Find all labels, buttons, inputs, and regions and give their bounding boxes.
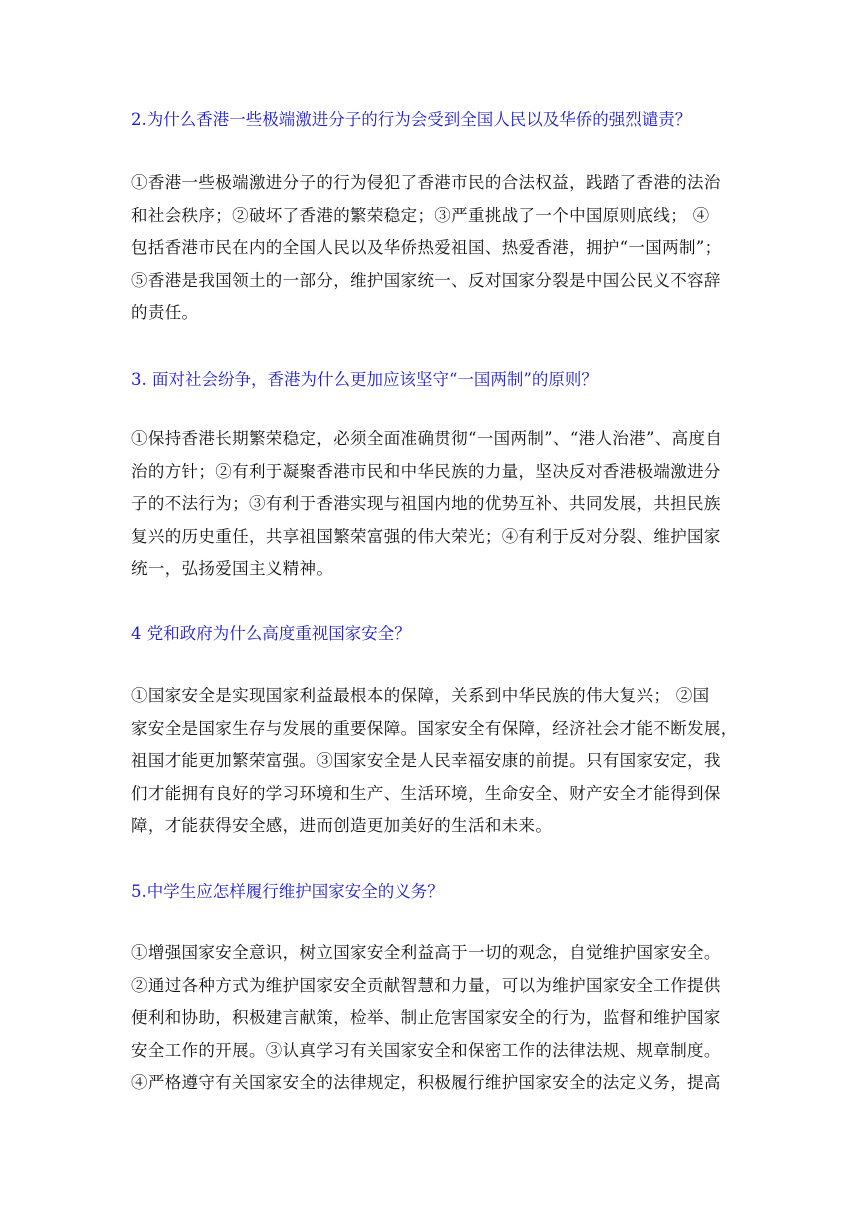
- answer-2-line: ①香港一些极端激进分子的行为侵犯了香港市民的合法权益，践踏了香港的法治: [131, 173, 721, 192]
- answer-4: [131, 680, 738, 843]
- answer-4-line: ①国家安全是实现国家利益最根本的保障，关系到中华民族的伟大复兴； ②国: [131, 686, 710, 705]
- answer-2-line: 的责任。: [131, 303, 199, 322]
- answer-5-line: 便利和协助，积极建言献策，检举、制止危害国家安全的行为，监督和维护国家: [131, 1008, 721, 1027]
- answer-3: [131, 423, 731, 586]
- answer-2: [131, 167, 731, 330]
- answer-2-line: 和社会秩序；②破坏了香港的繁荣稳定；③严重挑战了一个中国原则底线； ④: [131, 205, 710, 225]
- answer-5-line: 安全工作的开展。③认真学习有关国家安全和保密工作的法律法规、规章制度。: [131, 1040, 721, 1060]
- answer-3-line: ①保持香港长期繁荣稳定，必须全面准确贯彻“一国两制”、“港人治港”、高度自: [131, 429, 723, 448]
- question-4: 4 党和政府为什么高度重视国家安全？: [131, 624, 411, 643]
- question-2: 2.为什么香港一些极端激进分子的行为会受到全国人民以及华侨的强烈谴责？: [131, 110, 692, 129]
- answer-5: [131, 937, 731, 1100]
- answer-5-line: ②通过各种方式为维护国家安全贡献智慧和力量，可以为维护国家安全工作提供: [131, 975, 721, 995]
- answer-2-line: ⑤香港是我国领土的一部分，维护国家统一、反对国家分裂是中国公民义不容辞: [131, 270, 721, 290]
- answer-4-line: 们才能拥有良好的学习环境和生产、生活环境，生命安全、财产安全才能得到保: [131, 783, 721, 803]
- answer-4-line: 障，才能获得安全感，进而创造更加美好的生活和未来。: [131, 816, 553, 835]
- question-3: 3. 面对社会纷争，香港为什么更加应该坚守“一国两制”的原则？: [131, 370, 598, 389]
- answer-5-line: ①增强国家安全意识，树立国家安全利益高于一切的观念，自觉维护国家安全。: [131, 943, 721, 962]
- answer-2-line: 包括香港市民在内的全国人民以及华侨热爱祖国、热爱香港，拥护“一国两制”；: [131, 238, 722, 257]
- answer-3-line: 子的不法行为；③有利于香港实现与祖国内地的优势互补、共同发展，共担民族: [131, 494, 721, 513]
- answer-3-line: 统一，弘扬爱国主义精神。: [131, 559, 334, 578]
- question-5: 5.中学生应怎样履行维护国家安全的义务？: [131, 882, 444, 901]
- answer-3-line: 治的方针；②有利于凝聚香港市民和中华民族的力量，坚决反对香港极端激进分: [131, 461, 721, 481]
- answer-4-line: 家安全是国家生存与发展的重要保障。国家安全有保障，经济社会才能不断发展，: [131, 718, 738, 738]
- answer-4-line: 祖国才能更加繁荣富强。③国家安全是人民幸福安康的前提。只有国家安定，我: [131, 751, 721, 770]
- answer-5-line: ④严格遵守有关国家安全的法律规定，积极履行维护国家安全的法定义务，提高: [131, 1073, 721, 1092]
- answer-3-line: 复兴的历史重任，共享祖国繁荣富强的伟大荣光；④有利于反对分裂、维护国家: [131, 526, 721, 546]
